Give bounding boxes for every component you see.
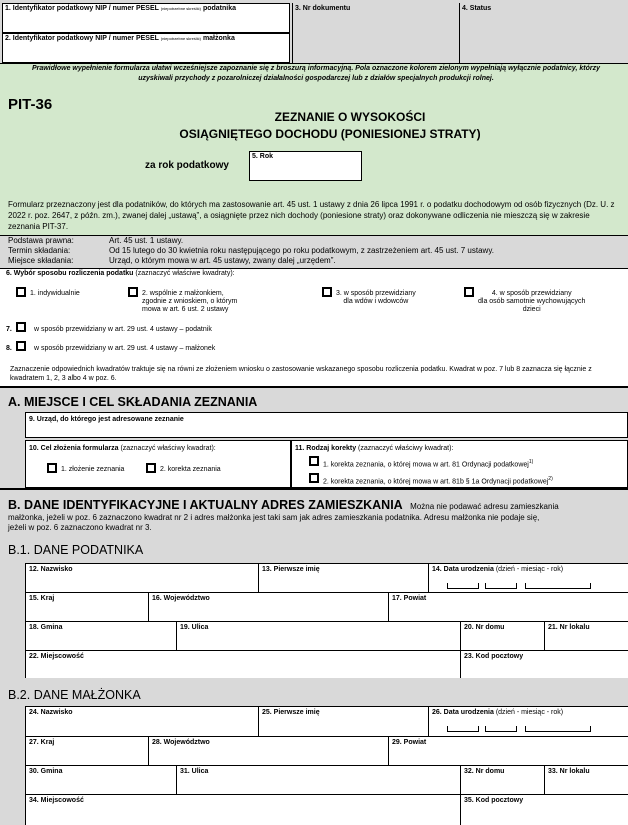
title-line2: OSIĄGNIĘTEGO DOCHODU (PONIESIONEJ STRATY) bbox=[179, 127, 481, 141]
opt2-line3: mowa w art. 6 ust. 2 ustawy bbox=[142, 306, 229, 313]
opt3-line2: dla wdów i wdowców bbox=[343, 298, 409, 305]
opt3-label bbox=[336, 290, 416, 306]
f9-label: 9. Urząd, do którego jest adresowane zeznanie bbox=[29, 416, 184, 423]
intro-note: Prawidłowe wypełnienie formularza ułatwi wcześniejsze zapoznanie się z broszurą informacyjną. Pola oznaczone kolorem zielonym wypełniają wyłącznie podatnicy, którzy uzyskiwali przychody z pozarolniczej działalności gospodarczej lub z działów specjalnych produkcji rolnej. bbox=[31, 65, 601, 82]
b1-grid bbox=[25, 563, 628, 678]
b1-street-field[interactable] bbox=[176, 621, 460, 650]
opt3-checkbox[interactable] bbox=[322, 287, 332, 297]
f1-suffix: podatnika bbox=[202, 5, 236, 12]
f22-label: 22. Miejscowość bbox=[29, 653, 84, 660]
f8-checkbox[interactable] bbox=[16, 341, 26, 351]
b2-grid bbox=[25, 706, 628, 825]
f32-label: 32. Nr domu bbox=[464, 768, 505, 775]
f10-opt2-checkbox[interactable] bbox=[146, 463, 156, 473]
b2-city-field[interactable] bbox=[25, 794, 460, 825]
b1-country-field[interactable] bbox=[25, 592, 148, 621]
b1-commune-field[interactable] bbox=[25, 621, 176, 650]
opt2-line1: 2. wspólnie z małżonkiem, bbox=[142, 290, 224, 297]
f35-label: 35. Kod pocztowy bbox=[464, 797, 524, 804]
opt2-checkbox[interactable] bbox=[128, 287, 138, 297]
f28-label: 28. Województwo bbox=[152, 739, 210, 746]
b2-title: B.2. DANE MAŁŻONKA bbox=[8, 688, 141, 702]
opt3-line1: 3. w sposób przewidziany bbox=[336, 290, 416, 297]
f14-hint: (dzień - miesiąc - rok) bbox=[495, 566, 564, 573]
opt4-line1: 4. w sposób przewidziany bbox=[491, 290, 572, 297]
f12-label: 12. Nazwisko bbox=[29, 566, 73, 573]
section-b-title: B. DANE IDENTYFIKACYJNE I AKTUALNY ADRES ZAMIESZKANIA bbox=[8, 498, 403, 512]
b2-district-field[interactable] bbox=[388, 736, 628, 765]
b1-district-field[interactable] bbox=[388, 592, 628, 621]
nip-taxpayer-field[interactable] bbox=[2, 3, 290, 33]
b2-voivodeship-field[interactable] bbox=[148, 736, 388, 765]
section-b-note-l2: małżonka, jeżeli w poz. 6 zaznaczono kwadrat nr 2 i adres małżonka jest taki sam jak adres zamieszkania podatnika. Adresu małżonka nie podaje się, bbox=[8, 513, 540, 522]
f10-opt1-checkbox[interactable] bbox=[47, 463, 57, 473]
f7-number: 7. bbox=[6, 326, 12, 333]
b1-title: B.1. DANE PODATNIKA bbox=[8, 543, 144, 557]
f14-label: 14. Data urodzenia bbox=[432, 566, 494, 573]
form-description: Formularz przeznaczony jest dla podatników, do których ma zastosowanie art. 45 ust. 1 ustawy z dnia 26 lipca 1991 r. o podatku dochodowym od osób fizycznych (Dz. U. z 2022 r. poz. 2647, z późn. zm.), zwanej dalej „ustawą”, a osiągnięte przez nich dochody (poniesione straty) oraz dokonywane odliczenia nie mieszczą się w zakresie zeznania PIT-37. bbox=[8, 200, 615, 231]
f2-note: (niepotrzebne skreślić) bbox=[160, 36, 201, 41]
f10-label: 10. Cel złożenia formularza bbox=[29, 445, 119, 452]
year-field-label: 5. Rok bbox=[252, 153, 274, 160]
f10-opt1-label: 1. złożenie zeznania bbox=[61, 466, 125, 473]
f18-label: 18. Gmina bbox=[29, 624, 63, 631]
b1-flat-no-field[interactable] bbox=[544, 621, 628, 650]
f34-label: 34. Miejscowość bbox=[29, 797, 84, 804]
f17-label: 17. Powiat bbox=[392, 595, 427, 602]
b1-surname-field[interactable] bbox=[25, 563, 258, 592]
b2-country-field[interactable] bbox=[25, 736, 148, 765]
b1-postcode-field[interactable] bbox=[460, 650, 628, 678]
f1-label: 1. Identyfikator podatkowy NIP / numer PESEL bbox=[5, 5, 159, 12]
legal-basis-label: Podstawa prawna: bbox=[8, 236, 74, 245]
f11-opt1-checkbox[interactable] bbox=[309, 456, 319, 466]
nip-spouse-field[interactable] bbox=[2, 33, 290, 63]
b2-commune-field[interactable] bbox=[25, 765, 176, 794]
year-prefix: za rok podatkowy bbox=[145, 160, 229, 171]
f11-opt2-sup: 2) bbox=[548, 476, 553, 482]
f7-checkbox[interactable] bbox=[16, 322, 26, 332]
section-b-note-l1: Można nie podawać adresu zamieszkania bbox=[410, 502, 559, 511]
opt1-label: 1. indywidualnie bbox=[30, 290, 80, 297]
f7-text: w sposób przewidziany w art. 29 ust. 4 ustawy – podatnik bbox=[34, 326, 212, 333]
b1-date-day bbox=[447, 583, 479, 589]
f10-hint: (zaznaczyć właściwy kwadrat): bbox=[120, 445, 216, 452]
b2-surname-field[interactable] bbox=[25, 706, 258, 736]
opt2-label bbox=[142, 290, 237, 314]
section-a-title: A. MIEJSCE I CEL SKŁADANIA ZEZNANIA bbox=[8, 395, 258, 409]
b2-firstname-field[interactable] bbox=[258, 706, 428, 736]
field6-label: 6. Wybór sposobu rozliczenia podatku bbox=[6, 270, 134, 277]
f11-hint: (zaznaczyć właściwy kwadrat): bbox=[358, 445, 454, 452]
f11-opt2-label bbox=[323, 476, 553, 485]
year-field[interactable] bbox=[249, 151, 362, 181]
b2-house-no-field[interactable] bbox=[460, 765, 544, 794]
title-line1: ZEZNANIE O WYSOKOŚCI bbox=[274, 110, 426, 124]
b1-house-no-field[interactable] bbox=[460, 621, 544, 650]
b2-birthdate-field[interactable] bbox=[428, 706, 628, 736]
opt4-checkbox[interactable] bbox=[464, 287, 474, 297]
f15-label: 15. Kraj bbox=[29, 595, 55, 602]
section-b-note-l3: jeżeli w poz. 6 zaznaczono kwadrat nr 3. bbox=[8, 523, 152, 532]
f2-suffix: małżonka bbox=[202, 35, 235, 42]
field6-hint: (zaznaczyć właściwe kwadraty): bbox=[135, 270, 235, 277]
tax-office-field[interactable] bbox=[25, 412, 628, 438]
f11-opt2-checkbox[interactable] bbox=[309, 473, 319, 483]
f23-label: 23. Kod pocztowy bbox=[464, 653, 524, 660]
place-value: Urząd, o którym mowa w art. 45 ustawy, zwany dalej „urzędem”. bbox=[109, 256, 336, 265]
settlement-method-heading bbox=[6, 270, 235, 277]
f24-label: 24. Nazwisko bbox=[29, 709, 73, 716]
b2-date-month bbox=[485, 726, 517, 732]
place-label: Miejsce składania: bbox=[8, 256, 74, 265]
opt4-line2: dla osób samotnie wychowujących bbox=[478, 298, 586, 305]
f27-label: 27. Kraj bbox=[29, 739, 55, 746]
f11-opt1-label bbox=[323, 459, 533, 468]
b1-city-field[interactable] bbox=[25, 650, 460, 678]
f3-label: 3. Nr dokumentu bbox=[295, 5, 351, 12]
b1-voivodeship-field[interactable] bbox=[148, 592, 388, 621]
b2-flat-no-field[interactable] bbox=[544, 765, 628, 794]
b1-date-year bbox=[525, 583, 591, 589]
f20-label: 20. Nr domu bbox=[464, 624, 505, 631]
f1-note: (niepotrzebne skreślić) bbox=[160, 6, 201, 11]
form-code: PIT-36 bbox=[8, 96, 53, 113]
form-purpose-field bbox=[25, 440, 291, 488]
f11-label: 11. Rodzaj korekty bbox=[295, 445, 357, 452]
deadline-value: Od 15 lutego do 30 kwietnia roku następującego po roku podatkowym, z zastrzeżeniem art. 45 ust. 7 ustawy. bbox=[109, 246, 494, 255]
section-b-heading bbox=[8, 496, 559, 514]
field6-note: Zaznaczenie odpowiednich kwadratów traktuje się na równi ze złożeniem wniosku o zastosowanie wskazanego sposobu rozliczenia podatku. Kwadrat w poz. 7 lub 8 zaznacza się łącznie z kwadratem 1, 2, 3 albo 4 w poz. 6. bbox=[10, 366, 592, 382]
f10-opt2-label: 2. korekta zeznania bbox=[160, 466, 221, 473]
b2-date-day bbox=[447, 726, 479, 732]
f4-label: 4. Status bbox=[462, 5, 492, 12]
opt4-line3: dzieci bbox=[522, 306, 541, 313]
opt1-checkbox[interactable] bbox=[16, 287, 26, 297]
f25-label: 25. Pierwsze imię bbox=[262, 709, 320, 716]
f31-label: 31. Ulica bbox=[180, 768, 209, 775]
b2-date-year bbox=[525, 726, 591, 732]
f8-number: 8. bbox=[6, 345, 12, 352]
b1-firstname-field[interactable] bbox=[258, 563, 428, 592]
b1-birthdate-field[interactable] bbox=[428, 563, 628, 592]
deadline-label: Termin składania: bbox=[8, 246, 71, 255]
opt2-line2: zgodnie z wnioskiem, o którym bbox=[142, 298, 238, 305]
f26-hint: (dzień - miesiąc - rok) bbox=[495, 709, 564, 716]
status-field bbox=[459, 3, 628, 63]
b1-date-month bbox=[485, 583, 517, 589]
f21-label: 21. Nr lokalu bbox=[548, 624, 590, 631]
f11-opt2-text: 2. korekta zeznania, o której mowa w art. 81b § 1a Ordynacji podatkowej bbox=[323, 478, 549, 486]
f26-label: 26. Data urodzenia bbox=[432, 709, 494, 716]
f30-label: 30. Gmina bbox=[29, 768, 63, 775]
f13-label: 13. Pierwsze imię bbox=[262, 566, 320, 573]
opt4-label bbox=[478, 290, 585, 314]
legal-basis-value: Art. 45 ust. 1 ustawy. bbox=[109, 236, 184, 245]
f11-opt1-text: 1. korekta zeznania, o której mowa w art. 81 Ordynacji podatkowej bbox=[323, 461, 529, 469]
f16-label: 16. Województwo bbox=[152, 595, 210, 602]
f11-opt1-sup: 1) bbox=[528, 459, 534, 465]
f8-text: w sposób przewidziany w art. 29 ust. 4 ustawy – małżonek bbox=[34, 345, 216, 352]
document-number-field bbox=[292, 3, 458, 63]
f33-label: 33. Nr lokalu bbox=[548, 768, 590, 775]
b2-postcode-field[interactable] bbox=[460, 794, 628, 825]
f19-label: 19. Ulica bbox=[180, 624, 209, 631]
f29-label: 29. Powiat bbox=[392, 739, 427, 746]
b2-street-field[interactable] bbox=[176, 765, 460, 794]
f2-label: 2. Identyfikator podatkowy NIP / numer PESEL bbox=[5, 35, 159, 42]
